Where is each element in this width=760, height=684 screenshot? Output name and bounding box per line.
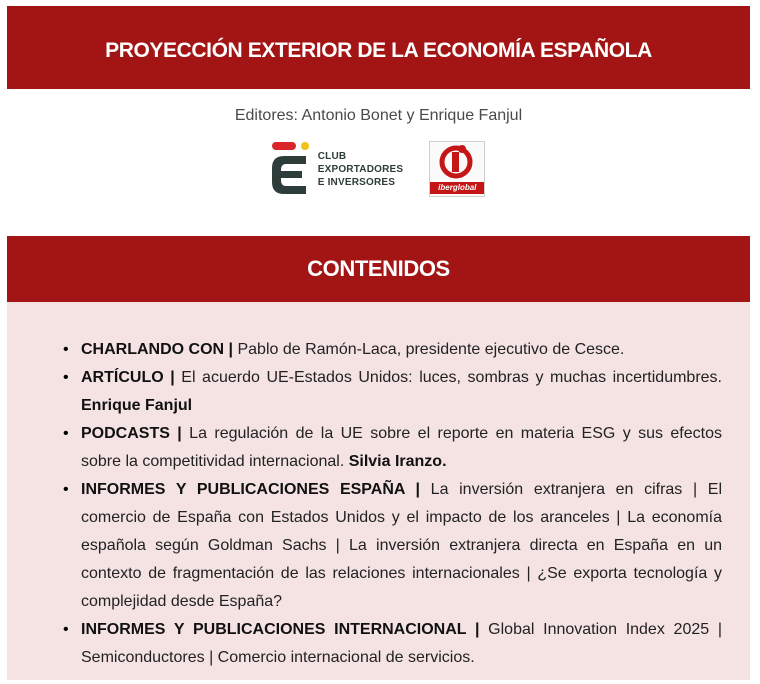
contents-banner [7, 236, 750, 302]
club-logo-line: EXPORTADORES [317, 163, 404, 175]
item-author: Enrique Fanjul [81, 397, 193, 414]
item-label: ARTÍCULO | [81, 369, 175, 386]
club-logo-line: CLUB [317, 150, 347, 162]
item-label: INFORMES Y PUBLICACIONES ESPAÑA | [81, 481, 421, 498]
contents-heading: CONTENIDOS [307, 256, 450, 281]
item-label: PODCASTS | [81, 425, 182, 442]
page-title: PROYECCIÓN EXTERIOR DE LA ECONOMÍA ESPAÑOLA [105, 39, 652, 62]
list-item[interactable] [81, 364, 722, 420]
item-label: CHARLANDO CON | [81, 341, 234, 358]
contents-panel [7, 302, 750, 680]
item-text: La regulación de la UE sobre el reporte en materia ESG y sus efectos sobre la competitividad internacional. [81, 425, 722, 470]
list-item[interactable] [81, 476, 722, 616]
list-item[interactable] [81, 420, 722, 476]
club-emblem-icon [272, 142, 312, 196]
item-text: El acuerdo UE-Estados Unidos: luces, sombras y muchas incertidumbres. [174, 369, 723, 386]
newsletter [7, 6, 750, 684]
item-label: INFORMES Y PUBLICACIONES INTERNACIONAL | [81, 621, 480, 638]
contents-list [7, 336, 750, 672]
iberglobal-logo[interactable] [429, 141, 485, 197]
item-text: Global Innovation Index 2025 | Semiconductores | Comercio internacional de servicios. [81, 621, 722, 666]
iberglobal-emblem-icon [430, 142, 484, 182]
club-exportadores-logo[interactable] [272, 142, 404, 196]
club-logo-text [318, 150, 404, 189]
item-text: Pablo de Ramón-Laca, presidente ejecutivo de Cesce. [233, 341, 625, 358]
item-text: La inversión extranjera en cifras | El comercio de España con Estados Unidos y el impacto de los aranceles | La economía española según Goldman Sachs | La inversión extranjera directa en España en un contexto de fragmentación de las relaciones internacionales | ¿Se exporta tecnología y complejidad desde España? [81, 481, 723, 610]
list-item[interactable] [81, 616, 722, 672]
logos-row [7, 141, 750, 197]
list-item[interactable] [81, 336, 722, 364]
editors-line: Editores: Antonio Bonet y Enrique Fanjul [234, 107, 523, 124]
club-logo-line: E INVERSORES [317, 176, 396, 188]
item-author: Silvia Iranzo. [348, 453, 447, 470]
iberglobal-logo-text: iberglobal [430, 182, 484, 194]
title-banner [7, 6, 750, 89]
